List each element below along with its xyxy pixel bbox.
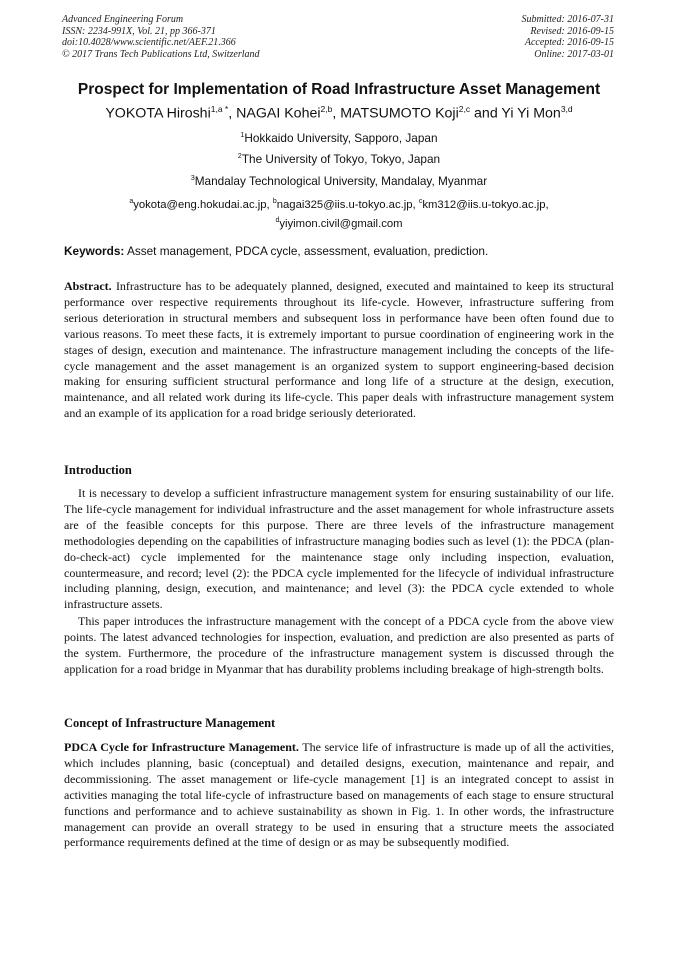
author-name: YOKOTA Hiroshi: [105, 105, 211, 122]
affiliation-text: Hokkaido University, Sapporo, Japan: [244, 131, 438, 145]
affiliation-2: [0, 152, 678, 166]
doi-line: doi:10.4028/www.scientific.net/AEF.21.366: [62, 37, 236, 48]
author-superscript: 1,a *: [210, 104, 229, 114]
email-line-1: [0, 194, 678, 213]
keywords-line: [64, 244, 614, 258]
affiliation-superscript: 1: [240, 132, 245, 140]
concept-text: The service life of infrastructure is made up of all the activities, which includes planning, basic (conceptual) and detailed designs, execution, maintenance and repair, and decommissioning. The asset management or life-cycle management [1] is an integrated concept to assist in activities managing the total life-cycle of infrastructure based on managements of each stage to ensure structural functions and performance and to achieve sustainability as shown in Fig. 1. In other words, the infrastructure management can provide an overall strategy to be used in ensuring that a structure meets the associated performance requirements defined at the time of design or as may be subsequently modified.: [64, 740, 614, 850]
author-name: NAGAI Kohei: [236, 105, 321, 122]
affiliation-text: The University of Tokyo, Tokyo, Japan: [241, 152, 441, 166]
submitted-date: Submitted: 2016-07-31: [521, 14, 614, 25]
introduction-paragraph-2: This paper introduces the infrastructure management with the concept of a PDCA cycle from the above view points. The latest advanced technologies for inspection, evaluation, and prediction are also presented as parts of the system. Furthermore, the procedure of the infrastructure management system is discussed through the application for a road bridge in Myanmar that has durability problems including breakage of high-strength bolts.: [64, 614, 614, 676]
concept-heading: Concept of Infrastructure Management: [64, 716, 276, 730]
author-separator: and: [470, 105, 502, 122]
journal-name: Advanced Engineering Forum: [62, 14, 184, 25]
revised-date: Revised: 2016-09-15: [530, 25, 614, 37]
email-superscript: d: [275, 216, 280, 224]
email-address: yiyimon.civil@gmail.com: [279, 217, 403, 230]
email-superscript: b: [272, 198, 277, 205]
affiliation-text: Mandalay Technological University, Mandalay, Myanmar: [194, 174, 488, 188]
issn-line: ISSN: 2234-991X, Vol. 21, pp 366-371: [62, 25, 216, 37]
author-superscript: 3,d: [560, 104, 573, 114]
keywords-text: Asset management, PDCA cycle, assessment, evaluation, prediction.: [126, 244, 489, 258]
email-list: [0, 194, 678, 232]
author-list: [0, 104, 678, 122]
author-name: Yi Yi Mon: [501, 105, 561, 122]
concept-paragraph: [64, 740, 614, 851]
email-address: nagai325@iis.u-tokyo.ac.jp,: [276, 198, 419, 211]
email-superscript: a: [129, 198, 134, 205]
email-address: yokota@eng.hokudai.ac.jp,: [133, 198, 273, 211]
paper-title: Prospect for Implementation of Road Infrastructure Asset Management: [77, 81, 601, 98]
affiliation-superscript: 2: [237, 153, 242, 161]
header-right: [522, 14, 615, 60]
keywords-label: Keywords:: [64, 244, 125, 258]
accepted-date: Accepted: 2016-09-15: [524, 37, 614, 48]
pdca-subheading: PDCA Cycle for Infrastructure Management.: [64, 740, 299, 754]
email-superscript: c: [418, 198, 423, 205]
affiliation-superscript: 3: [190, 175, 195, 183]
email-line-2: [0, 213, 678, 232]
affiliation-3: [0, 174, 678, 188]
author-separator: ,: [332, 105, 341, 122]
abstract-text: Infrastructure has to be adequately planned, designed, executed and maintained to keep its structural performance over respective requirements throughout its life-cycle. However, infrastructure suffering from serious deterioration in structural members and subsequent loss in performance have been often found due to various reasons. To meet these facts, it is extremely important to pursue coordination of engineering work in the stages of design, execution and maintenance. The infrastructure management including the concepts of the life-cycle management and the asset management is an organized system to support engineering-based decision making for ensuring sufficient structural performance and long life of a structure at the design, execution, maintenance, and all related work during its life-cycle. This paper deals with infrastructure management system and an example of its application for a road bridge seriously deteriorated.: [64, 279, 614, 421]
header-left: [62, 14, 260, 60]
abstract-label: Abstract.: [64, 279, 112, 293]
copyright-line: © 2017 Trans Tech Publications Ltd, Switzerland: [62, 48, 260, 60]
abstract-paragraph: [64, 279, 614, 422]
author-name: MATSUMOTO Koji: [340, 105, 459, 122]
email-address: km312@iis.u-tokyo.ac.jp,: [422, 198, 549, 211]
introduction-heading: Introduction: [64, 463, 132, 477]
author-superscript: 2,c: [458, 104, 471, 114]
author-separator: ,: [228, 105, 237, 122]
author-superscript: 2,b: [320, 104, 333, 114]
introduction-paragraph-1: It is necessary to develop a sufficient infrastructure management system for ensuring sustainability of our life. The life-cycle management for individual infrastructure and the asset management for whole infrastructure assets are of the feasible concepts for this purpose. There are three levels of the infrastructure management methodologies depending on the capabilities of infrastructure managing bodies such as level (1): the PDCA (plan-do-check-act) cycle implemented for the maintenance stage only including inspection, evaluation, countermeasure, and record; level (2): the PDCA cycle implemented for the lifecycle of individual infrastructure including planning, design, execution, and maintenance; and level (3): the PDCA cycle extended to whole infrastructure assets.: [64, 486, 614, 612]
affiliation-1: [0, 131, 678, 145]
online-date: Online: 2017-03-01: [534, 48, 614, 60]
